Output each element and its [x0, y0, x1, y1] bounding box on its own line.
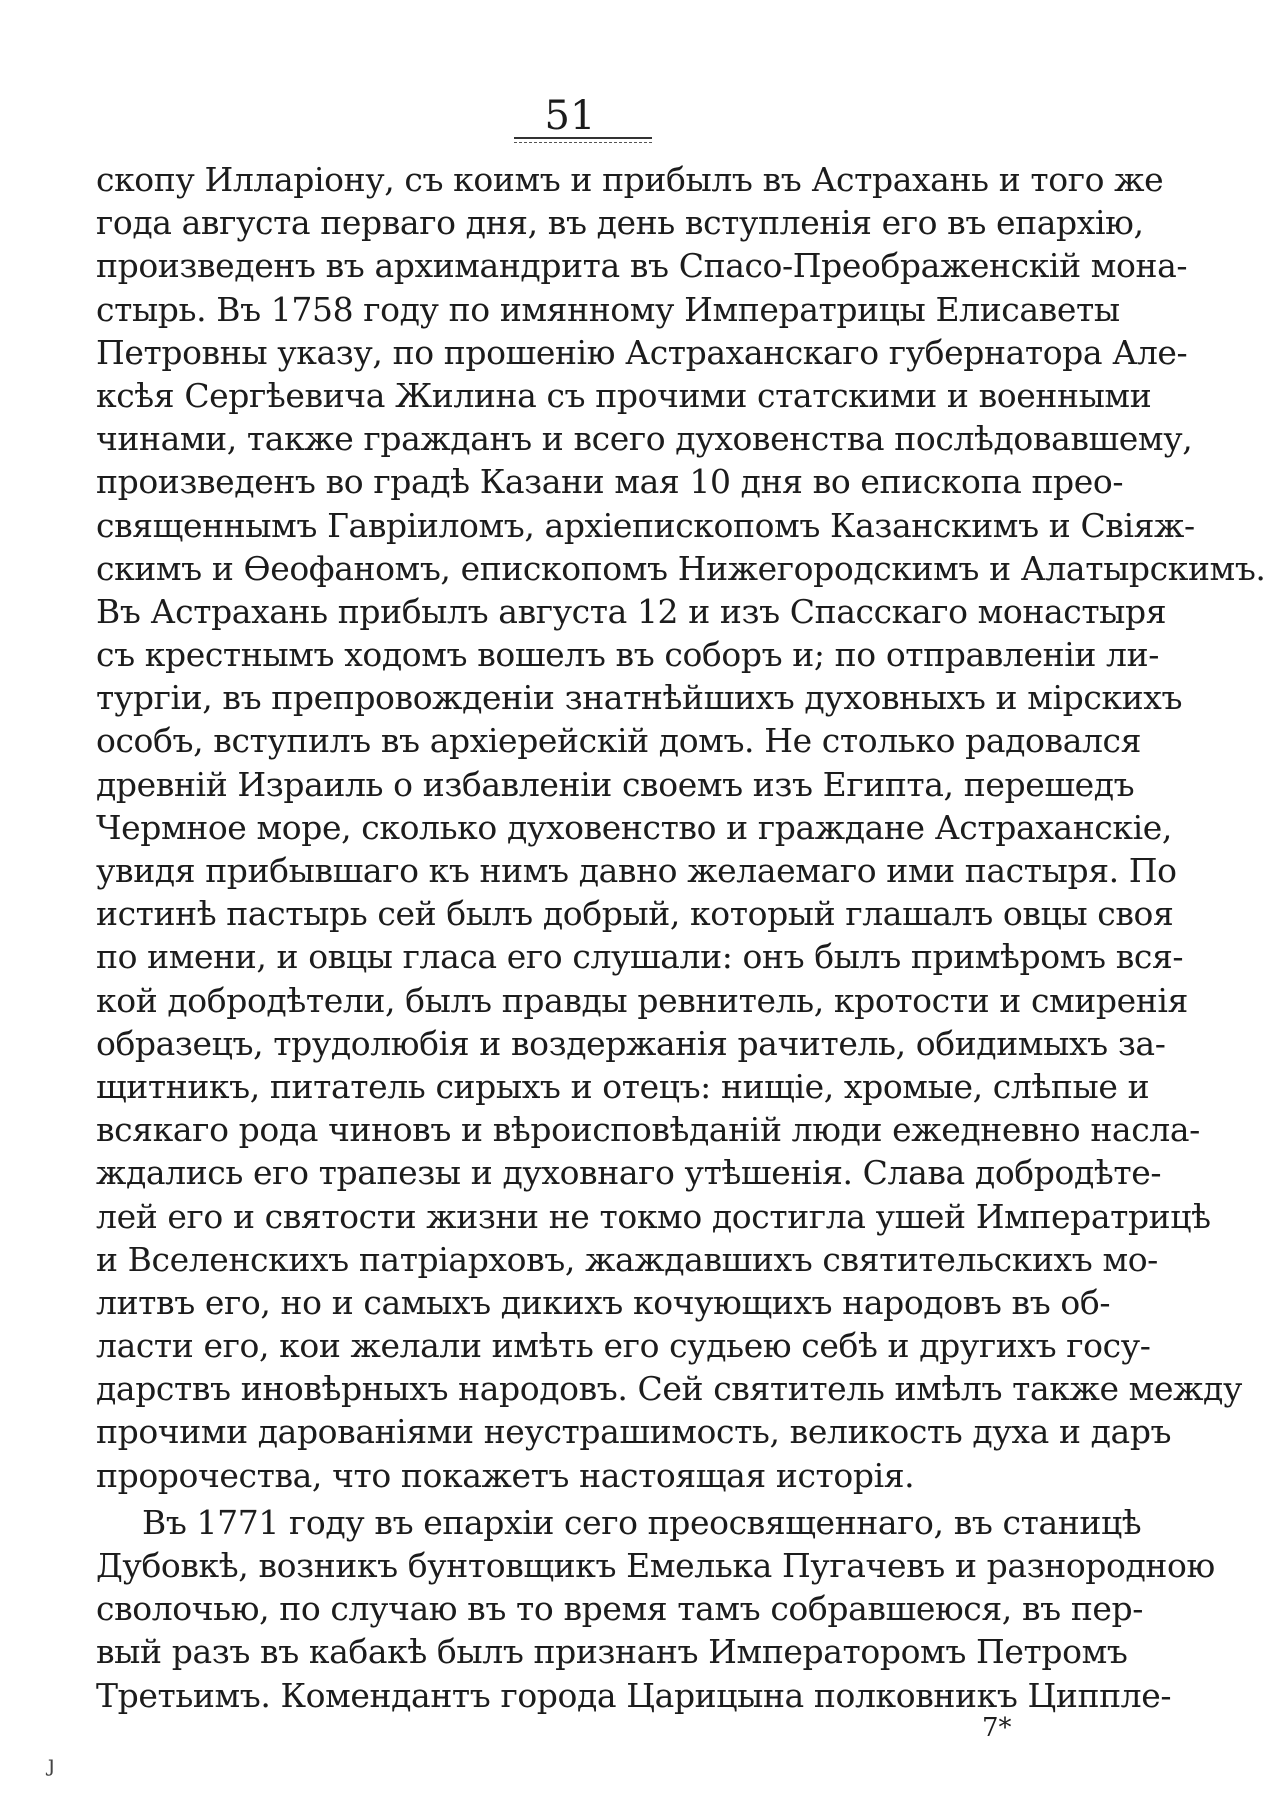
- text-line: и Вселенскихъ патріарховъ, жаждавшихъ святительскихъ мо-: [96, 1239, 1158, 1279]
- text-line: дарствъ иновѣрныхъ народовъ. Сей святитель имѣлъ также между: [96, 1369, 1242, 1409]
- text-line: ждались его трапезы и духовнаго утѣшенія. Слава добродѣте-: [96, 1153, 1162, 1193]
- text-line: по имени, и овцы гласа его слушали: онъ былъ примѣромъ вся-: [96, 937, 1184, 977]
- text-line: тургіи, въ препровожденіи знатнѣйшихъ духовныхъ и мірскихъ: [96, 678, 1183, 718]
- text-line: щитникъ, питатель сирыхъ и отецъ: нищіе, хромые, слѣпые и: [96, 1066, 1150, 1106]
- body-text: [96, 158, 1266, 1717]
- printer-signature: 7*: [982, 1713, 1012, 1743]
- text-line: Чермное море, сколько духовенство и граждане Астраханскіе,: [96, 807, 1172, 847]
- text-line: сволочью, по случаю въ то время тамъ собравшеюся, въ пер-: [96, 1589, 1144, 1629]
- text-line: литвъ его, но и самыхъ дикихъ кочующихъ народовъ въ об-: [96, 1282, 1111, 1322]
- text-line: прочими дарованіями неустрашимость, великость духа и даръ: [96, 1412, 1172, 1452]
- text-line: Петровны указу, по прошенію Астраханскаго губернатора Але-: [96, 332, 1188, 372]
- text-line: ласти его, кои желали имѣть его судьею себѣ и другихъ госу-: [96, 1326, 1151, 1366]
- text-line: увидя прибывшаго къ нимъ давно желаемаго ими пастыря. По: [96, 851, 1177, 890]
- text-line: произведенъ въ архимандрита въ Спасо-Преображенскій мона-: [96, 246, 1188, 286]
- text-line: скимъ и Ѳеофаномъ, епископомъ Нижегородскимъ и Алатырскимъ.: [96, 548, 1266, 588]
- text-line: всякаго рода чиновъ и вѣроисповѣданій люди ежедневно насла-: [96, 1110, 1200, 1150]
- text-line: священнымъ Гавріиломъ, архіепископомъ Казанскимъ и Свіяж-: [96, 505, 1195, 545]
- text-line: Въ Астрахань прибылъ августа 12 и изъ Спасскаго монастыря: [96, 591, 1167, 631]
- text-line: истинѣ пастырь сей былъ добрый, который глашалъ овцы своя: [96, 894, 1174, 934]
- text-line: пророчества, что покажетъ настоящая исторія.: [96, 1455, 915, 1495]
- text-line: кой добродѣтели, былъ правды ревнитель, кротости и смиренія: [96, 980, 1188, 1020]
- text-line: Третьимъ. Комендантъ города Царицына полковникъ Циппле-: [96, 1675, 1172, 1715]
- header-rule-dashed: [514, 142, 652, 143]
- paragraph: [96, 158, 1266, 1497]
- text-line: чинами, также граждaнъ и всего духовенства послѣдовавшему,: [96, 419, 1193, 459]
- page-number: 51: [544, 93, 596, 139]
- text-line: особъ, вступилъ въ архіерейскій домъ. Не столько радовался: [96, 721, 1142, 761]
- paragraph: [96, 1501, 1215, 1717]
- text-line: лей его и святости жизни не токмо достигла ушей Императрицѣ: [96, 1196, 1211, 1236]
- text-line: скопу Илларіону, съ коимъ и прибылъ въ Астрахань и того же: [96, 160, 1164, 199]
- text-line: стырь. Въ 1758 году по имянному Императрицы Елисаветы: [96, 289, 1120, 329]
- text-line: съ крестнымъ ходомъ вошелъ въ соборъ и; по отправленіи ли-: [96, 635, 1159, 675]
- text-line: ксѣя Сергѣевича Жилина съ прочими статскими и военными: [96, 375, 1152, 415]
- text-line: произведенъ во градѣ Казани мая 10 дня во епископа прео-: [96, 462, 1124, 502]
- text-line: древній Израиль о избавленіи своемъ изъ Египта, перешедъ: [96, 764, 1135, 804]
- text-line: Дубовкѣ, возникъ бунтовщикъ Емелька Пугачевъ и разнородною: [96, 1546, 1215, 1585]
- text-line: вый разъ въ кабакѣ былъ признанъ Императоромъ Петромъ: [96, 1632, 1128, 1672]
- header-rule: [514, 137, 652, 139]
- text-line: образецъ, трудолюбія и воздержанія рачитель, обидимыхъ за-: [96, 1023, 1166, 1063]
- text-line: Въ 1771 году въ епархіи сего преосвященнаго, въ станицѣ: [142, 1502, 1142, 1542]
- text-line: года августа перваго дня, въ день вступленія его въ епархію,: [96, 203, 1144, 243]
- margin-mark: ȷ: [48, 1752, 55, 1777]
